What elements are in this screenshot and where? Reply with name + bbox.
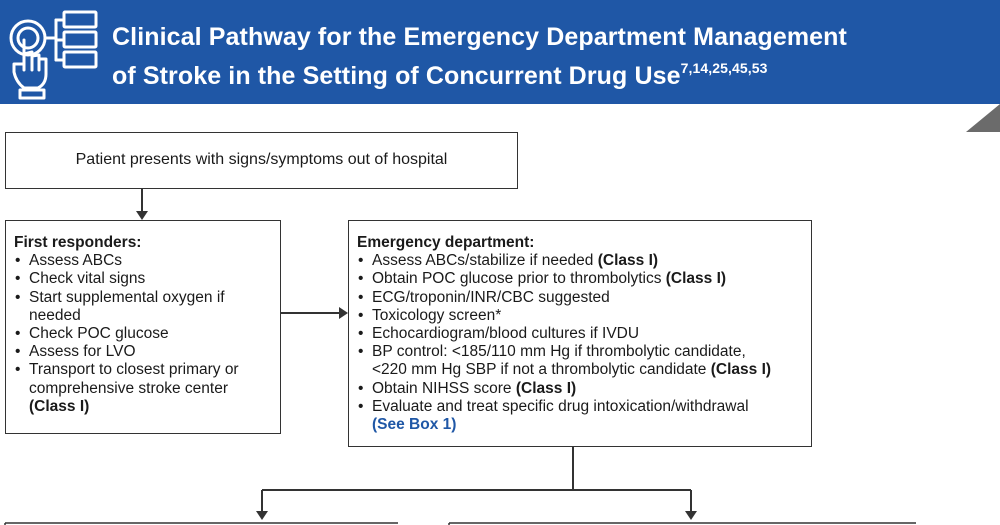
emergency-department-list bbox=[357, 252, 803, 434]
list-item: • Transport to closest primary or comprehensive stroke center (Class I) bbox=[14, 361, 272, 416]
list-item: • Check vital signs bbox=[14, 270, 272, 288]
list-item: • Check POC glucose bbox=[14, 325, 272, 343]
page-title bbox=[112, 22, 972, 92]
list-item: • Assess ABCs/stabilize if needed (Class I) bbox=[357, 252, 803, 270]
class-tag: (Class I) bbox=[665, 270, 727, 288]
arrowhead-to-first bbox=[136, 211, 148, 220]
class-tag: (Class I) bbox=[515, 379, 577, 397]
arrowhead-branch-left bbox=[256, 511, 268, 520]
list-item: • Echocardiogram/blood cultures if IVDU bbox=[357, 325, 803, 343]
corner-fold-decoration bbox=[966, 104, 1000, 132]
list-item: • Obtain NIHSS score (Class I) bbox=[357, 380, 803, 398]
list-item: • Obtain POC glucose prior to thrombolytics (Class I) bbox=[357, 270, 803, 288]
title-references: 7,14,25,45,53 bbox=[680, 60, 768, 76]
list-item: • Start supplemental oxygen if needed bbox=[14, 289, 272, 325]
patient-presents-box bbox=[5, 132, 518, 189]
emergency-department-box bbox=[348, 220, 812, 447]
start-box-text: Patient presents with signs/symptoms out of hospital bbox=[75, 151, 448, 169]
title-line-1: Clinical Pathway for the Emergency Department Management bbox=[112, 23, 847, 51]
class-tag: (Class I) bbox=[29, 397, 90, 415]
see-box-1-link[interactable]: (See Box 1) bbox=[372, 416, 457, 434]
title-line-2: of Stroke in the Setting of Concurrent Drug Use bbox=[112, 62, 681, 90]
list-item: • ECG/troponin/INR/CBC suggested bbox=[357, 289, 803, 307]
list-item: • BP control: <185/110 mm Hg if thrombolytic candidate, <220 mm Hg SBP if not a thrombolytic candidate (Class I) bbox=[357, 343, 803, 379]
class-tag: (Class I) bbox=[597, 252, 659, 270]
arrowhead-to-ed bbox=[339, 307, 348, 319]
first-responders-heading: First responders: bbox=[14, 234, 142, 251]
list-item: • Assess for LVO bbox=[14, 343, 272, 361]
emergency-department-heading: Emergency department: bbox=[357, 234, 535, 251]
header-banner bbox=[0, 0, 1000, 104]
arrowhead-branch-right bbox=[685, 511, 697, 520]
first-responders-box bbox=[5, 220, 281, 434]
first-responders-list bbox=[14, 252, 272, 416]
list-item: • Toxicology screen* bbox=[357, 307, 803, 325]
hand-touch-flowchart-icon bbox=[6, 8, 104, 100]
class-tag: (Class I) bbox=[710, 361, 772, 379]
list-item: • Evaluate and treat specific drug intoxication/withdrawal (See Box 1) bbox=[357, 398, 803, 434]
list-item: • Assess ABCs bbox=[14, 252, 272, 270]
